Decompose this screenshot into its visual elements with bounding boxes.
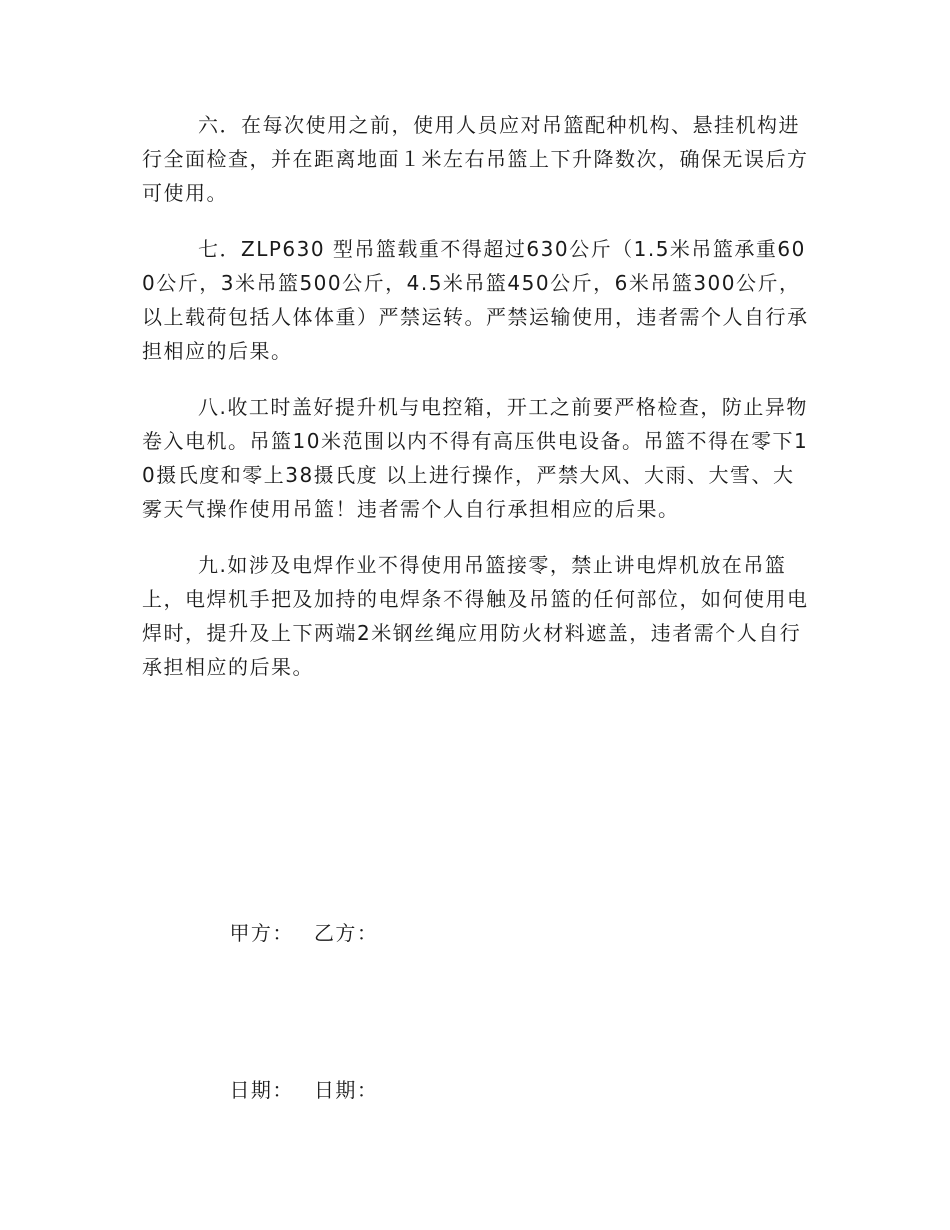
party-b-label: 乙方： <box>313 921 379 945</box>
party-a-label: 甲方： <box>229 921 294 945</box>
clause-seven: 七．ZLP630 型吊篮载重不得超过630公斤（1.5米吊篮承重600公斤，3米吊篮500公斤，4.5米吊篮450公斤，6米吊篮300公斤，以上载荷包括人体体重）严禁运转。严禁运输使用，违者需个人自行承担相应的后果。 <box>142 237 809 363</box>
clause-nine: 九.如涉及电焊作业不得使用吊篮接零，禁止讲电焊机放在吊篮上，电焊机手把及加持的电焊条不得触及吊篮的任何部位，如何使用电焊时，提升及上下两端2米钢丝绳应用防火材料遮盖，违者需个人自行承担相应的后果。 <box>142 553 809 679</box>
clause-eight: 八.收工时盖好提升机与电控箱，开工之前要严格检查，防止异物卷入电机。吊篮10米范围以内不得有高压供电设备。吊篮不得在零下10摄氏度和零上38摄氏度 以上进行操作，严禁大风、大雨、大雪、大雾天气操作使用吊篮！违者需个人自行承担相应的后果。 <box>142 395 809 521</box>
signature-parties <box>198 888 378 978</box>
document-body <box>142 108 814 706</box>
signature-dates <box>198 1045 378 1135</box>
date-b-label: 日期： <box>313 1078 379 1102</box>
date-a-label: 日期： <box>229 1078 294 1102</box>
clause-six: 六．在每次使用之前，使用人员应对吊篮配种机构、悬挂机构进行全面检查，并在距离地面１米左右吊篮上下升降数次，确保无误后方可使用。 <box>142 113 809 205</box>
